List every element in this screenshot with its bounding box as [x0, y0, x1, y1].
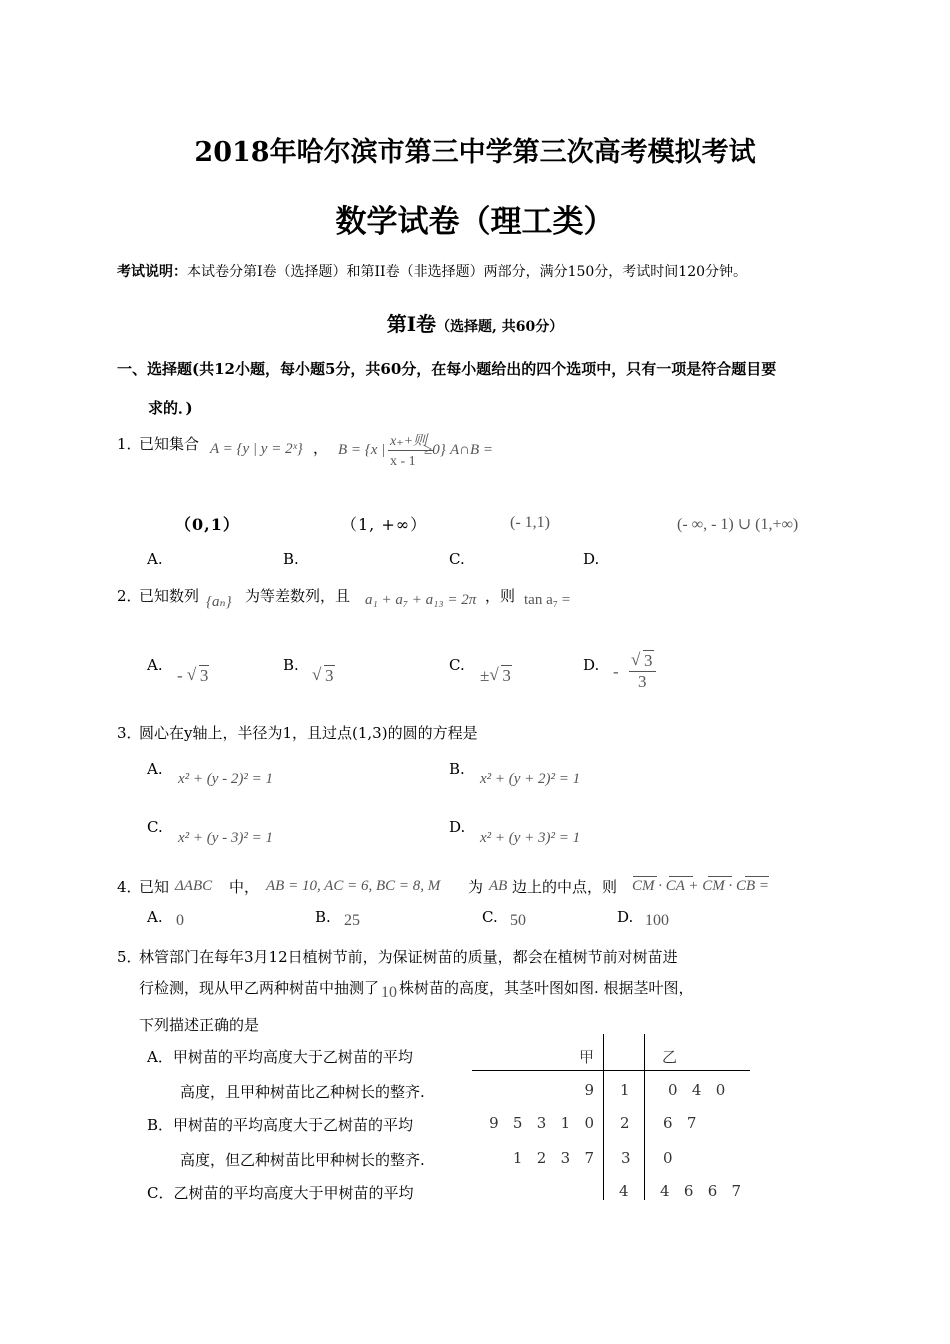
exam-note [117, 261, 747, 281]
vector-arrow-cm1-icon [633, 876, 657, 877]
question-5-option-a-line2: 高度，且甲种树苗比乙种树长的整齐. [180, 1083, 425, 1101]
question-2-option-c-value [480, 666, 512, 686]
question-1-option-d-label: D. [583, 550, 600, 568]
vector-arrow-cb-icon [745, 876, 769, 877]
question-3-text: 圆心在y轴上，半径为1，且过点(1,3)的圆的方程是 [139, 724, 478, 742]
sqrt-3-icon: √ 3 [312, 666, 335, 686]
question-2-equation: a₁ + a₇ + a₁₃ = 2π [365, 592, 477, 608]
question-1-option-a-value: （0,1） [175, 515, 240, 534]
stem-leaf-left-leaves-row3: 1 2 3 7 [512, 1149, 594, 1167]
question-2-option-d-label: D. [583, 656, 600, 674]
question-5-option-b-line2: 高度，但乙种树苗比甲种树长的整齐. [180, 1151, 425, 1169]
question-1-text: 已知集合 [139, 435, 200, 453]
vector-arrow-cm2-icon [708, 876, 732, 877]
question-2-option-a-sign: - [177, 666, 183, 685]
section1-instructions-line1: 一、选择题(共12小题，每小题5分，共60分，在每小题给出的四个选项中，只有一项是符合题目要 [117, 360, 777, 378]
question-3-option-d-label: D. [449, 818, 466, 836]
question-3-option-a-value: x² + (y - 2)² = 1 [178, 771, 274, 787]
question-2-option-b-value [312, 666, 335, 686]
question-1-setA: A = {y | y = 2ˣ} [210, 441, 303, 457]
paper-title: 数学试卷（理工类） [335, 204, 615, 240]
stem-leaf-right-leaves-row4: 4 6 6 7 [660, 1182, 742, 1200]
question-1-number: 1． [117, 435, 142, 453]
part1-title: 第I卷 [386, 312, 437, 336]
question-2-option-d-fraction: √ $\frac{3}{3}$ [629, 651, 656, 692]
stem-leaf-right-divider [644, 1034, 645, 1200]
question-3-number: 3． [117, 724, 142, 742]
sqrt-3-icon: √ 3 [489, 666, 512, 686]
part1-subtitle: （选择题, 共60分） [436, 319, 564, 335]
question-2-number: 2． [117, 587, 142, 605]
stem-leaf-right-leaves-row1: 0 4 0 [668, 1081, 726, 1099]
question-2-option-b-label: B. [283, 656, 299, 674]
stem-leaf-stem-row2: 2 [620, 1114, 630, 1132]
question-4-text4: 边上的中点，则 [512, 878, 618, 896]
question-1-option-b-value: （1, +∞） [341, 515, 428, 534]
vector-arrow-ca-icon [669, 876, 693, 877]
question-2-option-a-label: A. [147, 656, 163, 674]
question-3-option-c-value: x² + (y - 3)² = 1 [178, 830, 274, 846]
question-5-option-a-line1: A．甲树苗的平均高度大于乙树苗的平均 [147, 1048, 413, 1066]
question-4-segment: AB [489, 878, 508, 894]
stem-leaf-stem-row3: 3 [621, 1149, 631, 1167]
question-5-line1: 林管部门在每年3月12日植树节前，为保证树苗的质量，都会在植树节前对树苗进 [139, 948, 678, 966]
stem-leaf-header-rule [472, 1070, 750, 1071]
question-4-option-c-value: 50 [510, 912, 526, 929]
question-1-option-d-value: (- ∞, - 1) ∪ (1,+∞) [677, 516, 799, 533]
exam-title: 2018年哈尔滨市第三中学第三次高考模拟考试 [194, 137, 756, 168]
question-1-setB-denominator: x - 1 [390, 454, 416, 469]
stem-leaf-left-header: 甲 [579, 1048, 595, 1066]
question-5-option-c-line1: C．乙树苗的平均高度大于甲树苗的平均 [147, 1184, 414, 1202]
question-1-intersection: A∩B = [450, 442, 494, 458]
question-1-option-b-label: B. [283, 550, 299, 568]
question-4-text3: 为 [468, 878, 484, 896]
question-5-line2b: 株树苗的高度，其茎叶图如图. 根据茎叶图， [399, 979, 694, 997]
sqrt-3-icon: √ 3 [187, 666, 210, 686]
question-2-option-c-label: C. [449, 656, 465, 674]
question-4-text2: 中， [229, 878, 260, 896]
stem-leaf-left-leaves-row2: 9 5 3 1 0 [489, 1114, 594, 1132]
question-3-option-a-label: A. [147, 760, 163, 778]
question-3-option-d-value: x² + (y + 3)² = 1 [480, 830, 581, 846]
question-4-expression: CM · CA + CM · CB = [632, 878, 770, 894]
question-5-line2a: 行检测，现从甲乙两种树苗中抽测了 [139, 979, 380, 997]
exam-note-text: 本试卷分第I卷（选择题）和第II卷（非选择题）两部分，满分150分，考试时间120分钟。 [187, 264, 748, 280]
question-5-sample-count: 10 [381, 984, 398, 1001]
section1-instructions-line2: 求的．) [148, 399, 193, 417]
question-5-option-b-line1: B．甲树苗的平均高度大于乙树苗的平均 [147, 1116, 414, 1134]
question-5-line2 [139, 977, 694, 1001]
question-4-option-d-label: D. [617, 908, 634, 926]
question-4-option-a-label: A. [147, 908, 163, 926]
question-4-option-a-value: 0 [176, 912, 184, 929]
question-1-setB-numerator: x₊+则 [390, 434, 428, 449]
question-4-option-d-value: 100 [645, 912, 669, 929]
question-2-text2: 为等差数列，且 [245, 587, 351, 605]
question-2-option-a-value [177, 666, 209, 686]
question-1-option-c-label: C. [449, 550, 465, 568]
stem-leaf-right-leaves-row2: 6 7 [663, 1114, 697, 1132]
question-1-setB-post: ≥0} [424, 442, 446, 458]
stem-leaf-right-leaves-row3: 0 [663, 1149, 673, 1167]
stem-leaf-stem-row4: 4 [619, 1182, 629, 1200]
question-2-text3: ，则 [485, 587, 516, 605]
question-1-comma: ， [313, 439, 329, 457]
question-4-option-b-label: B. [315, 908, 331, 926]
question-3-option-b-value: x² + (y + 2)² = 1 [480, 771, 581, 787]
question-4-conditions: AB = 10, AC = 6, BC = 8, M [266, 878, 441, 894]
sqrt-3-icon: √ 3 [631, 651, 654, 671]
question-1-setB-pre: B = {x | [338, 442, 386, 458]
exam-note-label: 考试说明： [117, 264, 187, 280]
stem-leaf-stem-row1: 1 [620, 1081, 630, 1099]
question-5-line3: 下列描述正确的是 [139, 1016, 260, 1034]
question-3-option-b-label: B. [449, 760, 465, 778]
question-2-sequence: {aₙ} [206, 594, 232, 610]
question-4-triangle: ΔABC [175, 878, 213, 894]
question-1-option-c-value: (- 1,1) [510, 514, 550, 531]
stem-leaf-right-header: 乙 [662, 1048, 678, 1066]
question-3-option-c-label: C. [147, 818, 163, 836]
stem-leaf-left-divider [603, 1034, 604, 1200]
question-2-text1: 已知数列 [139, 587, 200, 605]
question-2-ask: tan a₇ = [524, 592, 571, 608]
question-2-option-c-sign: ± [480, 666, 490, 685]
question-4-text1: 已知 [139, 878, 170, 896]
question-2-option-d-sign: - [613, 662, 619, 681]
part1-heading [0, 308, 950, 337]
question-4-number: 4． [117, 878, 142, 896]
stem-leaf-left-leaves-row1: 9 [584, 1081, 594, 1099]
question-4-option-b-value: 25 [344, 912, 360, 929]
question-1-option-a-label: A. [147, 550, 163, 568]
question-5-number: 5． [117, 948, 142, 966]
question-4-option-c-label: C. [482, 908, 498, 926]
